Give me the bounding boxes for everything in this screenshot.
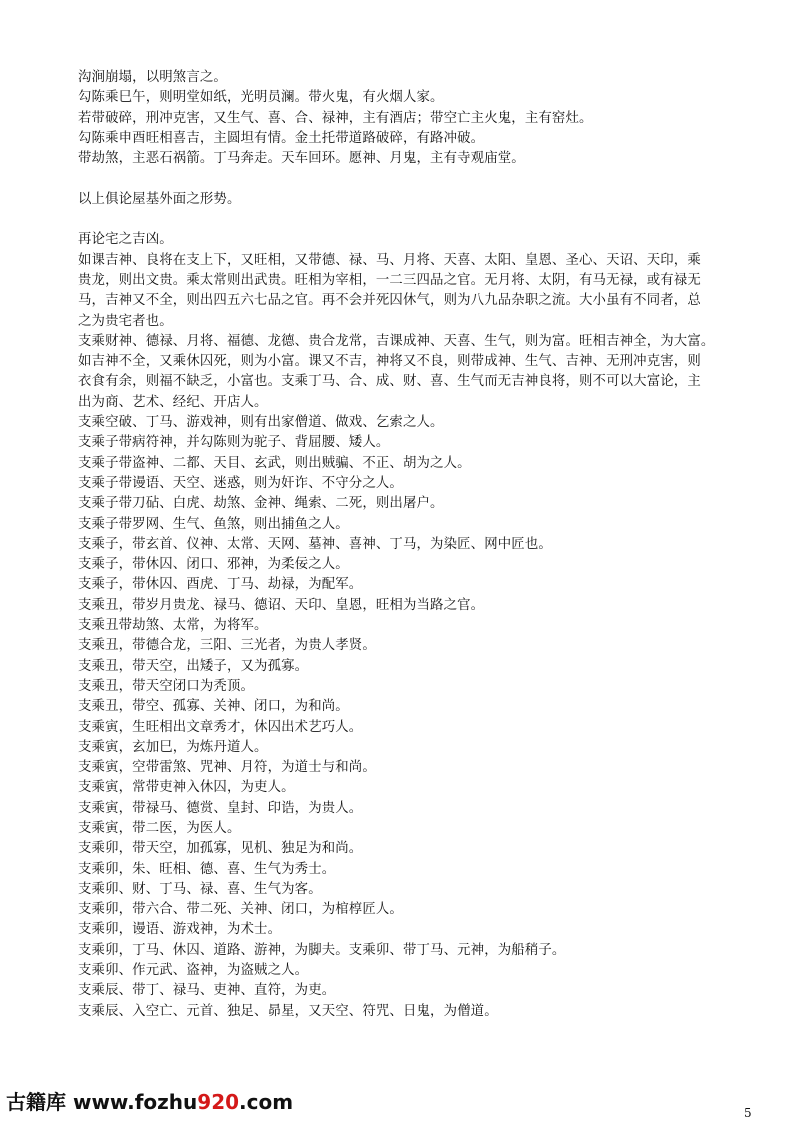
text-line: 勾陈乘申酉旺相喜吉，主圆坦有情。金土托带道路破碎，有路冲破。: [78, 130, 485, 146]
text-line: 支乘空破、丁马、游戏神，则有出家僧道、做戏、乞索之人。: [78, 415, 444, 431]
text-line: 再论宅之吉凶。: [78, 232, 173, 248]
text-line: 支乘辰、入空亡、元首、独足、昴星，又天空、符咒、日鬼，为僧道。: [78, 1003, 498, 1019]
text-line: 勾陈乘巳午，则明堂如纸，光明员澜。带火鬼，有火烟人家。: [78, 90, 444, 106]
text-line: 衣食有余，则福不缺乏，小富也。支乘丁马、合、成、财、喜、生气而无吉神良将，则不可以大富论，主: [78, 374, 701, 390]
text-line: 支乘子带刀砧、白虎、劫煞、金神、绳索、二死，则出屠户。: [78, 496, 444, 512]
text-line: 支乘子，带玄首、仪神、太常、天网、墓神、喜神、丁马，为染匠、网中匠也。: [78, 536, 552, 552]
text-line: 支乘子带罗网、生气、鱼煞，则出捕鱼之人。: [78, 516, 349, 532]
text-line: 支乘卯，丁马、休囚、道路、游神，为脚夫。支乘卯、带丁马、元神，为船稍子。: [78, 942, 566, 958]
text-line: 支乘子带盗神、二都、天目、玄武，则出贼骗、不正、胡为之人。: [78, 455, 471, 471]
text-line: 支乘子，带休囚、酉虎、丁马、劫禄，为配军。: [78, 577, 363, 593]
page-number: 5: [744, 1106, 752, 1120]
text-line: 支乘丑带劫煞、太常，为将军。: [78, 618, 268, 634]
text-line: 支乘丑，带德合龙，三阳、三光者，为贵人孝贤。: [78, 638, 376, 654]
watermark-logo: [6, 1086, 293, 1115]
text-line: 支乘子带病符神，并勾陈则为驼子、背屈腰、矮人。: [78, 435, 390, 451]
text-line: 支乘卯，谩语、游戏神，为术士。: [78, 922, 282, 938]
text-line: 支乘寅，空带雷煞、咒神、月符，为道士与和尚。: [78, 760, 376, 776]
document-body: [78, 68, 748, 1022]
text-line: 支乘卯、作元武、盗神，为盗贼之人。: [78, 963, 309, 979]
text-line: 支乘丑，带天空闭口为秃顶。: [78, 678, 255, 694]
text-line: 支乘卯，带六合、带二死、关神、闭口，为棺椁匠人。: [78, 902, 403, 918]
text-line: 若带破碎，刑冲克害，又生气、喜、合、禄神，主有酒店；带空亡主火鬼，主有窑灶。: [78, 110, 593, 126]
watermark-site-name: 古籍库: [6, 1090, 66, 1114]
text-line: 支乘子，带休囚、闭口、邪神，为柔佞之人。: [78, 557, 349, 573]
text-line: 以上俱论屋基外面之形势。: [78, 191, 241, 207]
text-line: 带劫煞，主恶石祸箭。丁马奔走。天车回环。愿神、月鬼，主有寺观庙堂。: [78, 151, 525, 167]
text-line: 支乘丑，带天空，出矮子，又为孤寡。: [78, 658, 309, 674]
text-line: 如课吉神、良将在支上下，又旺相，又带德、禄、马、月将、天喜、太阳、皇恩、圣心、天诏、天印，乘: [78, 252, 701, 268]
blank-line: [78, 169, 748, 189]
text-line: 支乘丑，带空、孤寡、关神、闭口，为和尚。: [78, 699, 349, 715]
text-line: 马，吉神又不全，则出四五六七品之官。再不会并死囚休气，则为八九品杂职之流。大小虽有不同者，总: [78, 293, 701, 309]
text-line: 支乘卯，带天空，加孤寡，见机、独足为和尚。: [78, 841, 363, 857]
text-line: 支乘寅，带二医，为医人。: [78, 820, 241, 836]
text-line: 支乘卯、财、丁马、禄、喜、生气为客。: [78, 881, 322, 897]
watermark-url: www.fozhu920.com: [72, 1090, 294, 1114]
text-line: 支乘财神、德禄、月将、福德、龙德、贵合龙常，吉课成神、天喜、生气，则为富。旺相吉神全，为大富。: [78, 333, 715, 349]
text-line: 出为商、艺术、经纪、开店人。: [78, 394, 268, 410]
text-line: 支乘寅，生旺相出文章秀才，休囚出术艺巧人。: [78, 719, 363, 735]
text-line: 如吉神不全，又乘休囚死，则为小富。课又不吉，神将又不良，则带成神、生气、吉神、无刑冲克害，则: [78, 354, 701, 370]
text-line: 之为贵宅者也。: [78, 313, 173, 329]
text-line: 支乘子带谩语、天空、迷惑，则为奸诈、不守分之人。: [78, 475, 403, 491]
text-line: 支乘寅，玄加巳，为炼丹道人。: [78, 739, 268, 755]
text-line: 支乘辰、带丁、禄马、吏神、直符，为吏。: [78, 983, 336, 999]
text-line: 沟涧崩塌，以明煞言之。: [78, 70, 227, 85]
text-line: 支乘丑，带岁月贵龙、禄马、德诏、天印、皇恩，旺相为当路之官。: [78, 597, 485, 613]
text-line: 贵龙，则出文贵。乘太常则出武贵。旺相为宰相，一二三四品之官。无月将、太阴，有马无禄，或有禄无: [78, 272, 701, 288]
text-line: 支乘寅，带禄马、德赏、皇封、印诰，为贵人。: [78, 800, 363, 816]
text-line: 支乘卯，朱、旺相、德、喜、生气为秀士。: [78, 861, 336, 877]
blank-line: [78, 210, 748, 230]
text-line: 支乘寅，常带吏神入休囚，为吏人。: [78, 780, 295, 796]
